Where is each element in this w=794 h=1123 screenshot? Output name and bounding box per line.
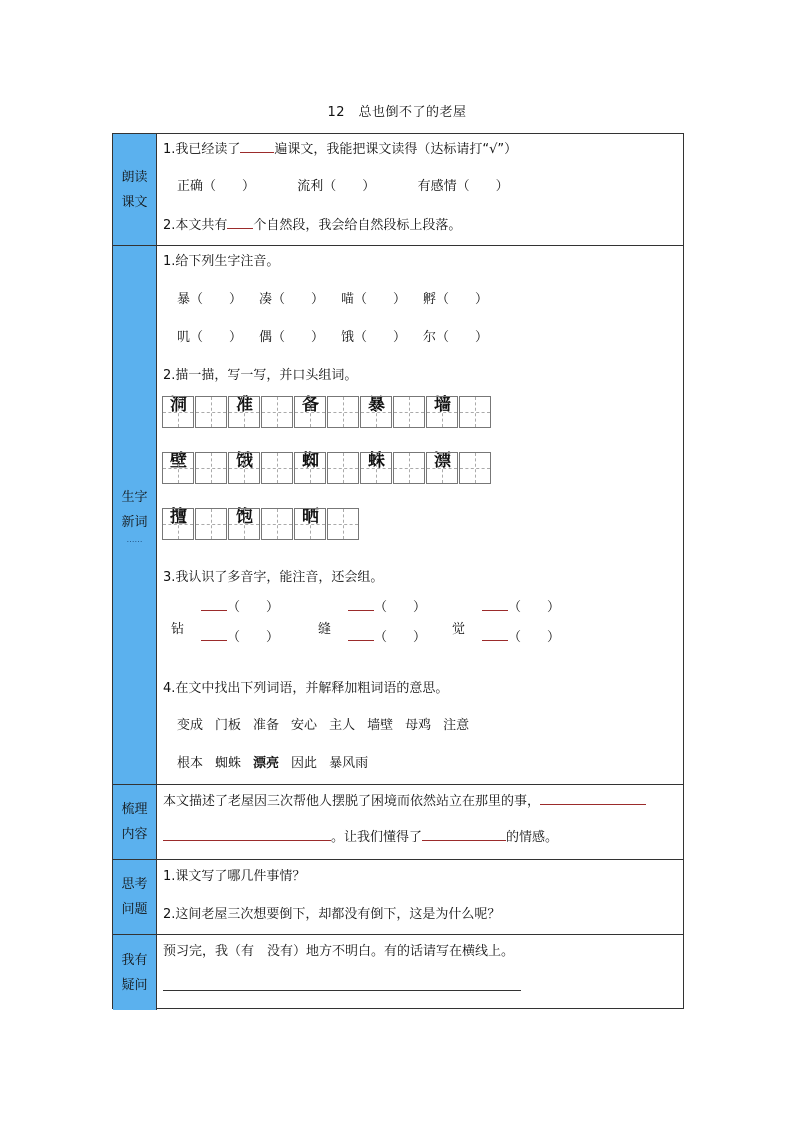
- writing-box[interactable]: [162, 508, 194, 540]
- section-label: 生字 新词 ……: [113, 246, 157, 784]
- think-question-2: 2.这间老屋三次想要倒下，却都没有倒下，这是为什么呢？: [163, 907, 501, 922]
- word-blank[interactable]: [201, 599, 227, 611]
- writing-box[interactable]: [459, 396, 491, 428]
- section-label: 我有 疑问: [113, 935, 157, 1010]
- trace-cell-5: [426, 396, 492, 428]
- writing-box[interactable]: [360, 452, 392, 484]
- polyphone-area: [156, 596, 682, 656]
- read-question-1: 1.我已经读了 遍课文，我能把课文读得（达标请打“√”）: [163, 142, 518, 157]
- read-options: [177, 175, 509, 194]
- vocab-word: 漂亮: [253, 756, 280, 771]
- summary-line-1: 本文描述了老屋因三次帮他人摆脱了困境而依然站立在那里的事，: [163, 790, 646, 809]
- word-blank[interactable]: [482, 629, 508, 641]
- pinyin-blank[interactable]: （ ）: [508, 600, 561, 615]
- writing-box[interactable]: [195, 508, 227, 540]
- summary-blank-3[interactable]: [422, 828, 506, 841]
- paragraph-count-blank[interactable]: [227, 216, 253, 229]
- pinyin-blank[interactable]: （ ）: [374, 600, 427, 615]
- trace-character: 壁: [170, 451, 187, 471]
- vocab-word: 根本: [177, 756, 204, 771]
- vocab-word: 注意: [443, 718, 470, 733]
- section-questions: [113, 860, 683, 935]
- vocab-word: 墙壁: [367, 718, 394, 733]
- vocab-word: 主人: [329, 718, 356, 733]
- pinyin-blank[interactable]: （ ）: [508, 630, 561, 645]
- section-label: 梳理 内容: [113, 785, 157, 859]
- think-question-1: 1.课文写了哪几件事情？: [163, 869, 306, 884]
- vocab-row-1: [177, 714, 481, 733]
- vocab-word: 门板: [215, 718, 242, 733]
- trace-character: 备: [302, 395, 319, 415]
- section-label: 朗读 课文: [113, 134, 157, 245]
- vocab-word: 蜘蛛: [215, 756, 242, 771]
- word-blank[interactable]: [348, 629, 374, 641]
- page-title: 12 总也倒不了的老屋: [327, 105, 467, 120]
- trace-cell-6: [162, 452, 228, 484]
- writing-box[interactable]: [327, 396, 359, 428]
- writing-box[interactable]: [294, 452, 326, 484]
- trace-character: 洞: [170, 395, 187, 415]
- writing-box[interactable]: [162, 396, 194, 428]
- writing-box[interactable]: [426, 396, 458, 428]
- vocab-word: 暴风雨: [329, 756, 369, 771]
- vocab-word: 变成: [177, 718, 204, 733]
- writing-box[interactable]: [294, 508, 326, 540]
- writing-box[interactable]: [261, 508, 293, 540]
- trace-character: 漂: [434, 451, 451, 471]
- trace-cell-8: [294, 452, 360, 484]
- preview-worksheet: [112, 133, 684, 1009]
- doubt-answer-line[interactable]: [163, 990, 521, 991]
- writing-box[interactable]: [162, 452, 194, 484]
- trace-cell-2: [228, 396, 294, 428]
- summary-blank-2[interactable]: [163, 828, 331, 841]
- trace-character: 墙: [434, 395, 451, 415]
- option-expressive[interactable]: 有感情（ ）: [417, 179, 509, 194]
- writing-box[interactable]: [327, 508, 359, 540]
- vocab-instruction: 4.在文中找出下列词语，并解释加粗词语的意思。: [163, 681, 449, 696]
- pinyin-row-2: 叽（ ） 偶（ ） 饿（ ） 尔（ ）: [177, 330, 489, 345]
- trace-cell-10: [426, 452, 492, 484]
- word-blank[interactable]: [201, 629, 227, 641]
- trace-character: 准: [236, 395, 253, 415]
- vocab-word: 因此: [291, 756, 318, 771]
- read-count-blank[interactable]: [240, 140, 274, 153]
- trace-cell-1: [162, 396, 228, 428]
- option-correct[interactable]: 正确（ ）: [177, 179, 256, 194]
- writing-box[interactable]: [261, 452, 293, 484]
- writing-box[interactable]: [459, 452, 491, 484]
- writing-box[interactable]: [294, 396, 326, 428]
- trace-cell-9: [360, 452, 426, 484]
- writing-box[interactable]: [228, 452, 260, 484]
- writing-box[interactable]: [393, 396, 425, 428]
- trace-character: 蛛: [368, 451, 385, 471]
- polyphone-character: 缝: [318, 622, 332, 637]
- section-new-words: [113, 246, 683, 785]
- writing-box[interactable]: [195, 452, 227, 484]
- trace-cell-7: [228, 452, 294, 484]
- trace-instruction: 2.描一描，写一写，并口头组词。: [163, 368, 358, 383]
- section-summary: [113, 785, 683, 860]
- polyphone-character: 钻: [171, 622, 185, 637]
- option-fluent[interactable]: 流利（ ）: [297, 179, 376, 194]
- tracing-grid: [162, 396, 682, 546]
- trace-character: 擅: [170, 507, 187, 527]
- trace-character: 暴: [368, 395, 385, 415]
- trace-cell-4: [360, 396, 426, 428]
- summary-blank-1[interactable]: [540, 792, 646, 805]
- trace-character: 饿: [236, 451, 253, 471]
- writing-box[interactable]: [228, 508, 260, 540]
- pinyin-blank[interactable]: （ ）: [227, 630, 280, 645]
- vocab-word: 安心: [291, 718, 318, 733]
- read-question-2: 2.本文共有 个自然段，我会给自然段标上段落。: [163, 218, 462, 233]
- writing-box[interactable]: [195, 396, 227, 428]
- writing-box[interactable]: [327, 452, 359, 484]
- vocab-word: 准备: [253, 718, 280, 733]
- word-blank[interactable]: [348, 599, 374, 611]
- pinyin-instruction: 1.给下列生字注音。: [163, 254, 280, 269]
- trace-cell-11: [162, 508, 228, 540]
- word-blank[interactable]: [482, 599, 508, 611]
- trace-character: 晒: [302, 507, 319, 527]
- trace-character: 饱: [236, 507, 253, 527]
- doubt-prompt: 预习完，我（有 没有）地方不明白。有的话请写在横线上。: [163, 944, 515, 959]
- writing-box[interactable]: [228, 396, 260, 428]
- pinyin-row-1: 暴（ ） 凑（ ） 喵（ ） 孵（ ）: [177, 292, 489, 307]
- polyphone-character: 觉: [452, 622, 466, 637]
- writing-box[interactable]: [393, 452, 425, 484]
- trace-cell-13: [294, 508, 360, 540]
- section-read-aloud: [113, 134, 683, 246]
- writing-box[interactable]: [261, 396, 293, 428]
- writing-box[interactable]: [426, 452, 458, 484]
- vocab-word: 母鸡: [405, 718, 432, 733]
- pinyin-blank[interactable]: （ ）: [227, 600, 280, 615]
- writing-box[interactable]: [360, 396, 392, 428]
- vocab-row-2: [177, 752, 380, 771]
- trace-cell-12: [228, 508, 294, 540]
- summary-line-2: 。让我们懂得了 的情感。: [163, 826, 558, 845]
- trace-cell-3: [294, 396, 360, 428]
- section-label: 思考 问题: [113, 860, 157, 934]
- pinyin-blank[interactable]: （ ）: [374, 630, 427, 645]
- trace-character: 蜘: [302, 451, 319, 471]
- polyphone-instruction: 3.我认识了多音字，能注音，还会组。: [163, 570, 384, 585]
- section-doubts: [113, 935, 683, 1010]
